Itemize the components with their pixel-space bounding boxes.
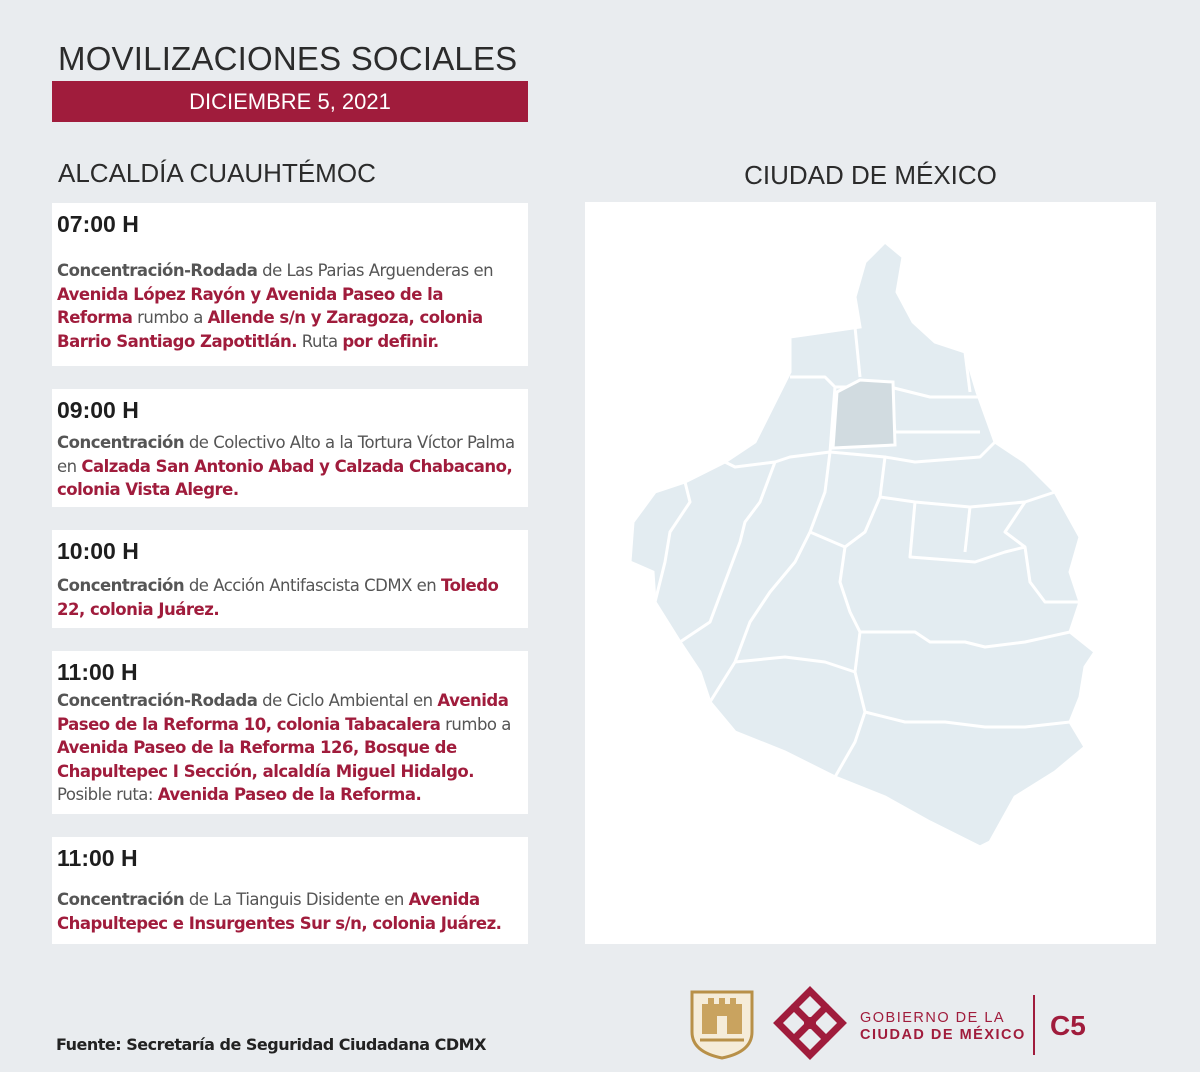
logo-divider xyxy=(1033,995,1035,1055)
alcaldia-heading: ALCALDÍA CUAUHTÉMOC xyxy=(58,158,376,188)
description-text: rumbo a xyxy=(440,714,511,734)
event-time: 09:00 H xyxy=(57,397,139,423)
event-description xyxy=(57,888,523,935)
government-wordmark xyxy=(860,1010,1026,1044)
event-card xyxy=(52,530,528,628)
event-time: 10:00 H xyxy=(57,538,139,564)
event-description xyxy=(57,574,523,621)
event-description xyxy=(57,431,523,502)
description-text: de Las Parias Arguenderas en xyxy=(257,261,494,280)
location-text: Avenida López Rayón y Avenida Paseo de la Reforma xyxy=(57,284,443,327)
event-card xyxy=(52,651,528,814)
event-type: Concentración xyxy=(57,433,185,452)
event-card xyxy=(52,837,528,944)
cuauhtemoc-highlight xyxy=(833,380,895,448)
description-text: de Colectivo Alto a la Tortura Víctor Palma en xyxy=(57,433,515,476)
description-text: Ruta xyxy=(297,331,343,351)
location-text: Calzada San Antonio Abad y Calzada Chabacano, colonia Vista Alegre. xyxy=(57,456,513,499)
location-text: Allende s/n y Zaragoza, colonia Barrio Santiago Zapotitlán. xyxy=(57,308,483,351)
event-type: Concentración xyxy=(57,576,185,595)
date-banner: DICIEMBRE 5, 2021 xyxy=(52,81,528,122)
event-time: 11:00 H xyxy=(57,845,138,871)
event-card xyxy=(52,389,528,507)
gov-line-1: GOBIERNO DE LA xyxy=(860,1010,1006,1026)
gov-line-2: CIUDAD DE MÉXICO xyxy=(860,1027,1026,1043)
event-time: 07:00 H xyxy=(57,211,139,237)
description-text: Posible ruta: xyxy=(57,785,158,804)
map-title: CIUDAD DE MÉXICO xyxy=(744,160,997,190)
location-text: Avenida Paseo de la Reforma. xyxy=(157,785,422,804)
location-text: Avenida Chapultepec e Insurgentes Sur s/n, colonia Juárez. xyxy=(57,890,502,933)
location-text: Avenida Paseo de la Reforma 126, Bosque de Chapultepec I Sección, alcaldía Miguel Hidalgo. xyxy=(57,738,474,781)
description-text: de La Tianguis Disidente en xyxy=(184,890,409,909)
source-note: Fuente: Secretaría de Seguridad Ciudadana CDMX xyxy=(56,1035,486,1054)
event-type: Concentración-Rodada xyxy=(57,261,258,280)
event-card xyxy=(52,203,528,366)
location-text: por definir. xyxy=(342,331,439,351)
event-description xyxy=(57,259,523,353)
event-type: Concentración-Rodada xyxy=(57,691,258,710)
description-text: de Ciclo Ambiental en xyxy=(257,691,438,710)
cdmx-map xyxy=(585,202,1156,944)
page-title: MOVILIZACIONES SOCIALES xyxy=(58,40,518,77)
description-text: de Acción Antifascista CDMX en xyxy=(184,576,441,595)
cdmx-map-svg xyxy=(585,202,1156,944)
cdmx-logo-icon xyxy=(772,985,848,1061)
city-outline xyxy=(630,242,1095,847)
event-time: 11:00 H xyxy=(57,659,138,685)
description-text: rumbo a xyxy=(132,308,208,327)
shield-icon xyxy=(690,990,754,1060)
event-description xyxy=(57,689,523,807)
event-type: Concentración xyxy=(57,890,185,909)
location-text: Toledo 22, colonia Juárez. xyxy=(57,576,499,619)
c5-logo: C5 xyxy=(1050,1010,1086,1041)
location-text: Avenida Paseo de la Reforma 10, colonia Tabacalera xyxy=(57,691,509,734)
